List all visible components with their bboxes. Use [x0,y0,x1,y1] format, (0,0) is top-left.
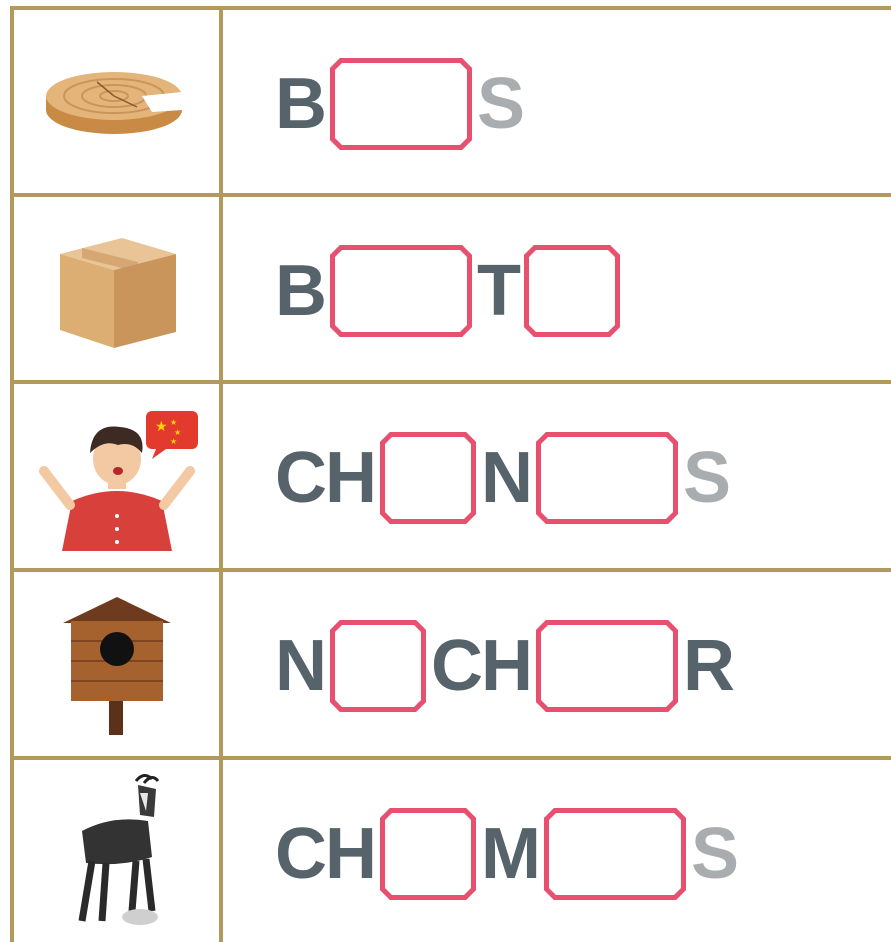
svg-text:★: ★ [169,437,177,446]
word-letter-silent: S [683,438,730,518]
word-letter: B [275,64,325,144]
word-letter: N [275,626,325,706]
word-letter: N [481,438,531,518]
row-4 [0,572,891,756]
letter-blank[interactable] [536,620,678,712]
wood-log-slice-icon [14,10,219,193]
row-2 [0,197,891,380]
chamois-goat-icon [14,760,219,942]
letter-blank[interactable] [544,808,686,900]
svg-text:★: ★ [154,419,168,435]
word-letter: T [477,251,519,331]
row-1 [0,10,891,193]
word-letter-silent: S [690,814,738,894]
letter-blank[interactable] [524,245,620,337]
chinese-boy-icon [14,384,219,568]
word-letter: CH [431,626,531,706]
letter-blank[interactable] [536,432,678,524]
word-letter: CH [275,814,375,894]
word-3 [273,432,731,524]
svg-text:★: ★ [173,428,181,437]
word-letter: CH [275,438,375,518]
letter-blank[interactable] [330,620,426,712]
letter-blank[interactable] [380,432,476,524]
letter-blank[interactable] [380,808,476,900]
word-5 [273,808,739,900]
row-5 [0,760,891,942]
word-1 [273,58,525,150]
letter-blank[interactable] [330,245,472,337]
svg-text:★: ★ [169,418,177,427]
word-2 [273,245,623,337]
row-3 [0,384,891,568]
word-letter-silent: S [477,64,524,144]
word-letter: R [683,626,733,706]
birdhouse-icon [14,572,219,756]
cardboard-box-icon [14,197,219,380]
letter-blank[interactable] [330,58,472,150]
word-letter: B [275,251,325,331]
word-letter: M [481,814,539,894]
word-4 [273,620,735,712]
